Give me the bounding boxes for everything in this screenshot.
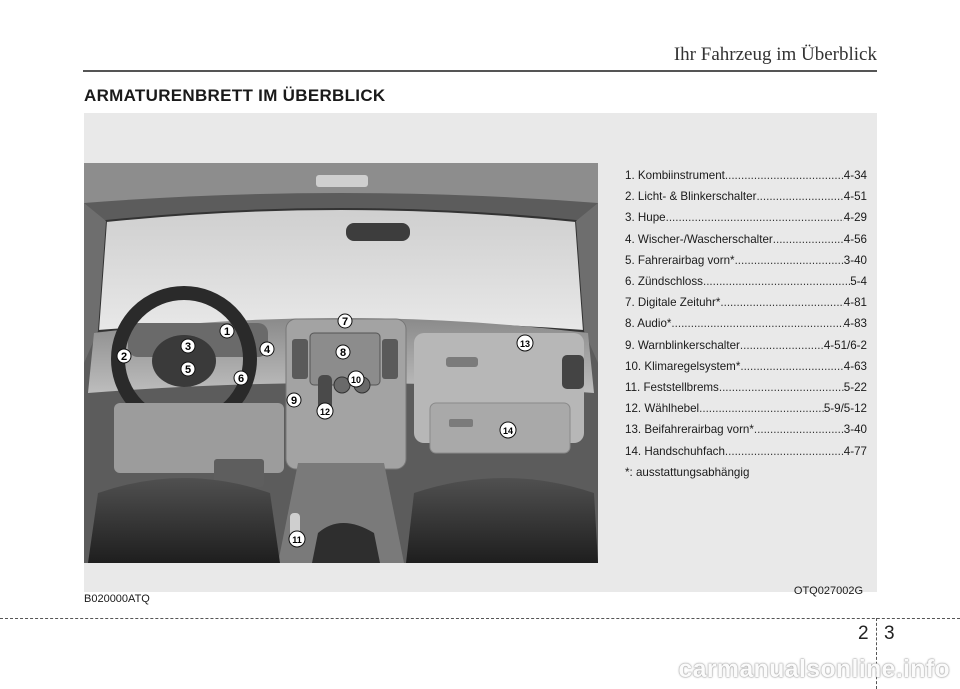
header-title: Ihr Fahrzeug im Überblick: [673, 44, 877, 65]
callout-5: 5: [184, 364, 192, 376]
legend-label: 7. Digitale Zeituhr*: [625, 296, 721, 310]
legend-page: 5-4: [850, 275, 867, 289]
dome-light: [316, 175, 368, 187]
callout-8: 8: [339, 347, 347, 359]
upper-glove-handle: [446, 357, 478, 367]
legend-label: 1. Kombiinstrument: [625, 169, 725, 182]
legend-label: 5. Fahrerairbag vorn*: [625, 253, 735, 267]
footer-rule: [0, 618, 960, 619]
legend-item: [625, 186, 867, 207]
callout-12: 12: [319, 407, 331, 417]
legend-item: [625, 165, 867, 186]
leader-dots: [740, 335, 824, 356]
driver-seat: [88, 478, 280, 563]
legend-label: 11. Feststellbrems: [625, 381, 719, 395]
callout-7: 7: [341, 316, 349, 328]
legend-page: 3-40: [843, 423, 867, 437]
leader-dots: [754, 419, 844, 440]
legend-item: [625, 250, 867, 271]
legend-item: [625, 292, 867, 313]
leader-dots: [725, 441, 844, 462]
legend-page: 4-77: [843, 444, 867, 458]
legend-page: 4-63: [843, 359, 867, 373]
legend-item: [625, 419, 867, 440]
legend-item: [625, 271, 867, 292]
leader-dots: [773, 229, 844, 250]
legend-page: 5-9/5-12: [823, 402, 867, 416]
legend-label: 9. Warnblinkerschalter: [625, 338, 740, 352]
page-number: 3: [884, 623, 895, 644]
leader-dots: [756, 186, 843, 207]
leader-dots: [699, 398, 824, 419]
legend-page: 4-56: [843, 232, 867, 246]
chapter-number: 2: [858, 623, 869, 644]
leader-dots: [725, 165, 844, 186]
legend-label: 2. Licht- & Blinkerschalter: [625, 190, 757, 204]
figure-panel: [84, 113, 877, 597]
legend-item: [625, 398, 867, 419]
legend-label: 3. Hupe: [625, 211, 666, 225]
leader-dots: [703, 271, 850, 292]
leader-dots: [666, 207, 844, 228]
legend-label: 13. Beifahrerairbag vorn*: [625, 423, 754, 437]
leader-dots: [740, 356, 843, 377]
header-rule: [83, 70, 877, 72]
center-vent-right: [382, 339, 398, 379]
dashboard-photo: [84, 163, 598, 563]
callout-14: 14: [502, 426, 514, 436]
callout-10: 10: [350, 375, 362, 385]
legend-item: [625, 377, 867, 398]
legend-item: [625, 356, 867, 377]
legend-label: 10. Klimaregelsystem*: [625, 359, 741, 373]
center-vent-left: [292, 339, 308, 379]
windshield: [98, 209, 584, 331]
photo-code: OTQ027002G: [793, 585, 863, 597]
legend-list: [625, 165, 867, 483]
legend-page: 5-22: [843, 381, 867, 395]
legend-page: 4-29: [843, 211, 867, 225]
rear-view-mirror: [346, 223, 410, 241]
legend-label: 8. Audio*: [625, 317, 672, 331]
callout-4: 4: [263, 344, 271, 356]
legend-page: 4-51: [843, 190, 867, 204]
legend-page: 4-34: [843, 169, 867, 182]
callout-9: 9: [290, 395, 298, 407]
legend-page: 4-83: [843, 317, 867, 331]
legend-item: [625, 441, 867, 462]
leader-dots: [719, 377, 844, 398]
legend-note: *: ausstattungsabhängig: [625, 465, 750, 479]
section-title: ARMATURENBRETT IM ÜBERBLICK: [84, 86, 386, 105]
glove-handle: [449, 419, 473, 427]
watermark: carmanualsonline.info: [678, 655, 950, 683]
legend-label: 12. Wählhebel: [625, 402, 700, 416]
callout-11: 11: [292, 535, 302, 545]
callout-13: 13: [519, 339, 531, 349]
legend-item: [625, 229, 867, 250]
callout-2: 2: [120, 351, 128, 363]
right-air-vent: [562, 355, 584, 389]
legend-label: 4. Wischer-/Wascherschalter: [625, 232, 773, 246]
leader-dots: [720, 292, 843, 313]
doc-code: B020000ATQ: [84, 593, 150, 605]
legend-page: 3-40: [843, 253, 867, 267]
callout-1: 1: [223, 326, 231, 338]
legend-page: 4-51/6-2: [823, 338, 867, 352]
legend-label: 14. Handschuhfach: [625, 444, 725, 458]
leader-dots: [735, 250, 844, 271]
legend-item: [625, 335, 867, 356]
passenger-seat: [406, 478, 598, 563]
leader-dots: [671, 313, 843, 334]
callout-3: 3: [184, 341, 192, 353]
legend-page: 4-81: [843, 296, 867, 310]
callout-6: 6: [237, 373, 245, 385]
legend-item: [625, 207, 867, 228]
legend-item: [625, 313, 867, 334]
legend-label: 6. Zündschloss: [625, 275, 703, 289]
